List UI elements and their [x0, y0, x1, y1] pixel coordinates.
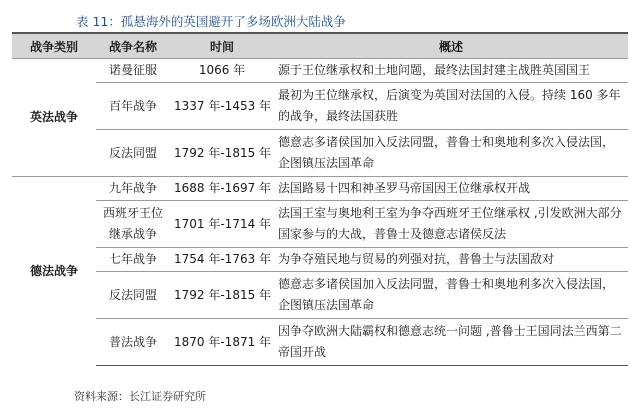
- table-row: [12, 130, 628, 177]
- war-name: 反法同盟: [96, 272, 170, 319]
- war-desc: 源于王位继承权和土地问题，最终法国封建主战胜英国国王: [274, 59, 628, 83]
- table-row: [12, 177, 628, 201]
- category-cell: 德法战争: [12, 177, 96, 366]
- war-name: 反法同盟: [96, 130, 170, 177]
- wars-table: [12, 32, 628, 366]
- header-name: 战争名称: [96, 33, 170, 59]
- header-category: 战争类别: [12, 33, 96, 59]
- war-name: 九年战争: [96, 177, 170, 201]
- war-desc: 法国路易十四和神圣罗马帝国因王位继承权开战: [274, 177, 628, 201]
- war-desc: 法国王室与奥地利王室为争夺西班牙王位继承权 ,引发欧洲大部分国家参与的大战，普鲁士及德意志诸侯反法: [274, 201, 628, 248]
- header-row: [12, 33, 628, 59]
- war-time: 1337 年-1453 年: [170, 83, 274, 130]
- war-name: 诺曼征服: [96, 59, 170, 83]
- war-time: 1688 年-1697 年: [170, 177, 274, 201]
- table-row: [12, 272, 628, 319]
- table-row: [12, 201, 628, 248]
- war-time: 1754 年-1763 年: [170, 248, 274, 272]
- table-row: [12, 59, 628, 83]
- war-desc: 德意志多诸侯国加入反法同盟，普鲁士和奥地利多次入侵法国，企图镇压法国革命: [274, 272, 628, 319]
- war-time: 1870 年-1871 年: [170, 319, 274, 366]
- war-desc: 因争夺欧洲大陆霸权和德意志统一问题 ,普鲁士王国同法兰西第二帝国开战: [274, 319, 628, 366]
- table-row: [12, 248, 628, 272]
- table-row: [12, 83, 628, 130]
- war-name: 七年战争: [96, 248, 170, 272]
- war-time: 1792 年-1815 年: [170, 272, 274, 319]
- table-title: 表 11：孤悬海外的英国避开了多场欧洲大陆战争: [76, 14, 346, 29]
- war-time: 1701 年-1714 年: [170, 201, 274, 248]
- category-cell: 英法战争: [12, 59, 96, 177]
- war-desc: 德意志多诸侯国加入反法同盟，普鲁士和奥地利多次入侵法国，企图镇压法国革命: [274, 130, 628, 177]
- header-time: 时间: [170, 33, 274, 59]
- war-time: 1066 年: [170, 59, 274, 83]
- war-desc: 最初为王位继承权，后演变为英国对法国的入侵。持续 160 多年的战争，最终法国获胜: [274, 83, 628, 130]
- source-note: 资料来源：长江证券研究所: [74, 390, 206, 403]
- war-name: 普法战争: [96, 319, 170, 366]
- table-row: [12, 319, 628, 366]
- war-desc: 为争夺殖民地与贸易的列强对抗，普鲁士与法国敌对: [274, 248, 628, 272]
- war-name: 西班牙王位继承战争: [96, 201, 170, 248]
- war-time: 1792 年-1815 年: [170, 130, 274, 177]
- header-desc: 概述: [274, 33, 628, 59]
- war-name: 百年战争: [96, 83, 170, 130]
